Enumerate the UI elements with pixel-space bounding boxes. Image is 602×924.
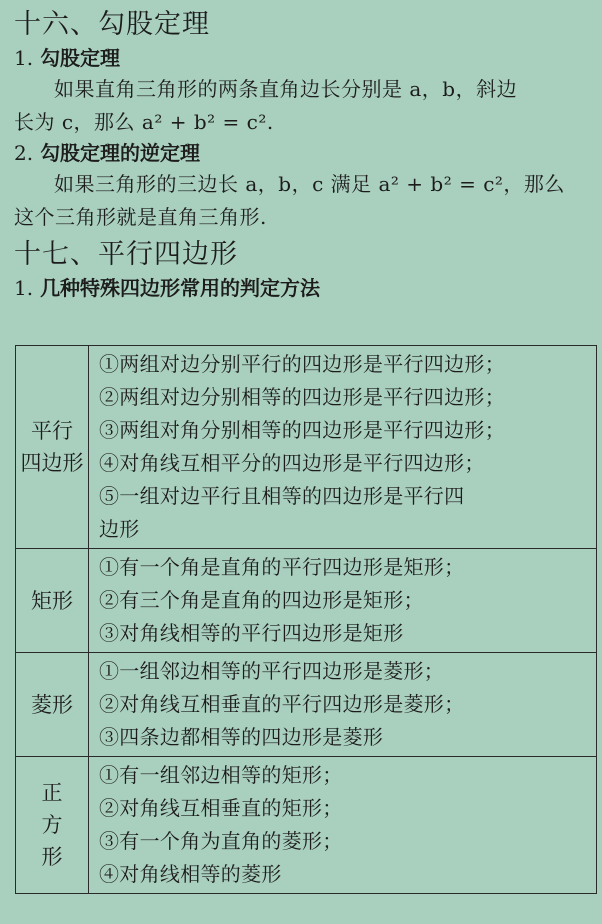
- criteria-list: [89, 653, 597, 757]
- pythagorean-line-2: 长为 c，那么 a² + b² = c².: [14, 110, 274, 134]
- list-item: ①有一个角是直角的平行四边形是矩形；: [99, 555, 465, 579]
- list-item: ②对角线互相垂直的平行四边形是菱形；: [99, 692, 465, 716]
- sub-number: 2.: [14, 141, 34, 165]
- shape-name-square: 正 方 形: [16, 757, 89, 894]
- sub-number: 1.: [14, 276, 34, 300]
- table-row: [16, 346, 597, 549]
- section-17-title: 十七、平行四边形: [14, 239, 238, 270]
- section-16-sub-1: [14, 44, 592, 73]
- section-17-sub-1: [14, 274, 592, 303]
- list-item: ①一组邻边相等的平行四边形是菱形；: [99, 659, 445, 683]
- list-item: ③对角线相等的平行四边形是矩形: [99, 621, 404, 645]
- converse-line-2: 这个三角形就是直角三角形.: [14, 205, 267, 229]
- criteria-table: [15, 345, 597, 894]
- criteria-list: [89, 549, 597, 653]
- sub-number: 1.: [14, 46, 34, 70]
- shape-name-parallelogram: 平行 四边形: [16, 346, 89, 549]
- list-item: ①两组对边分别平行的四边形是平行四边形；: [99, 352, 505, 376]
- list-item: ②有三个角是直角的四边形是矩形；: [99, 588, 424, 612]
- list-item: ②两组对边分别相等的四边形是平行四边形；: [99, 385, 505, 409]
- sub-label: 几种特殊四边形常用的判定方法: [40, 276, 321, 300]
- converse-line-1: 如果三角形的三边长 a，b，c 满足 a² + b² = c²，那么: [54, 172, 565, 196]
- criteria-list: [89, 346, 597, 549]
- list-item: 边形: [99, 517, 140, 541]
- table-row: [16, 653, 597, 757]
- list-item: ④对角线相等的菱形: [99, 862, 282, 886]
- list-item: ④对角线互相平分的四边形是平行四边形；: [99, 451, 485, 475]
- list-item: ③两组对角分别相等的四边形是平行四边形；: [99, 418, 505, 442]
- list-item: ③有一个角为直角的菱形；: [99, 829, 343, 853]
- table-row: [16, 757, 597, 894]
- section-16-title: 十六、勾股定理: [14, 9, 210, 40]
- criteria-list: [89, 757, 597, 894]
- list-item: ③四条边都相等的四边形是菱形: [99, 725, 384, 749]
- list-item: ①有一组邻边相等的矩形；: [99, 763, 343, 787]
- shape-name-rhombus: 菱形: [16, 653, 89, 757]
- section-16-sub-2: [14, 139, 592, 168]
- sub-label: 勾股定理: [40, 46, 121, 70]
- shape-name-rectangle: 矩形: [16, 549, 89, 653]
- list-item: ②对角线互相垂直的矩形；: [99, 796, 343, 820]
- pythagorean-line-1: 如果直角三角形的两条直角边长分别是 a，b，斜边: [54, 77, 518, 101]
- list-item: ⑤一组对边平行且相等的四边形是平行四: [99, 484, 465, 508]
- table-row: [16, 549, 597, 653]
- sub-label: 勾股定理的逆定理: [40, 141, 201, 165]
